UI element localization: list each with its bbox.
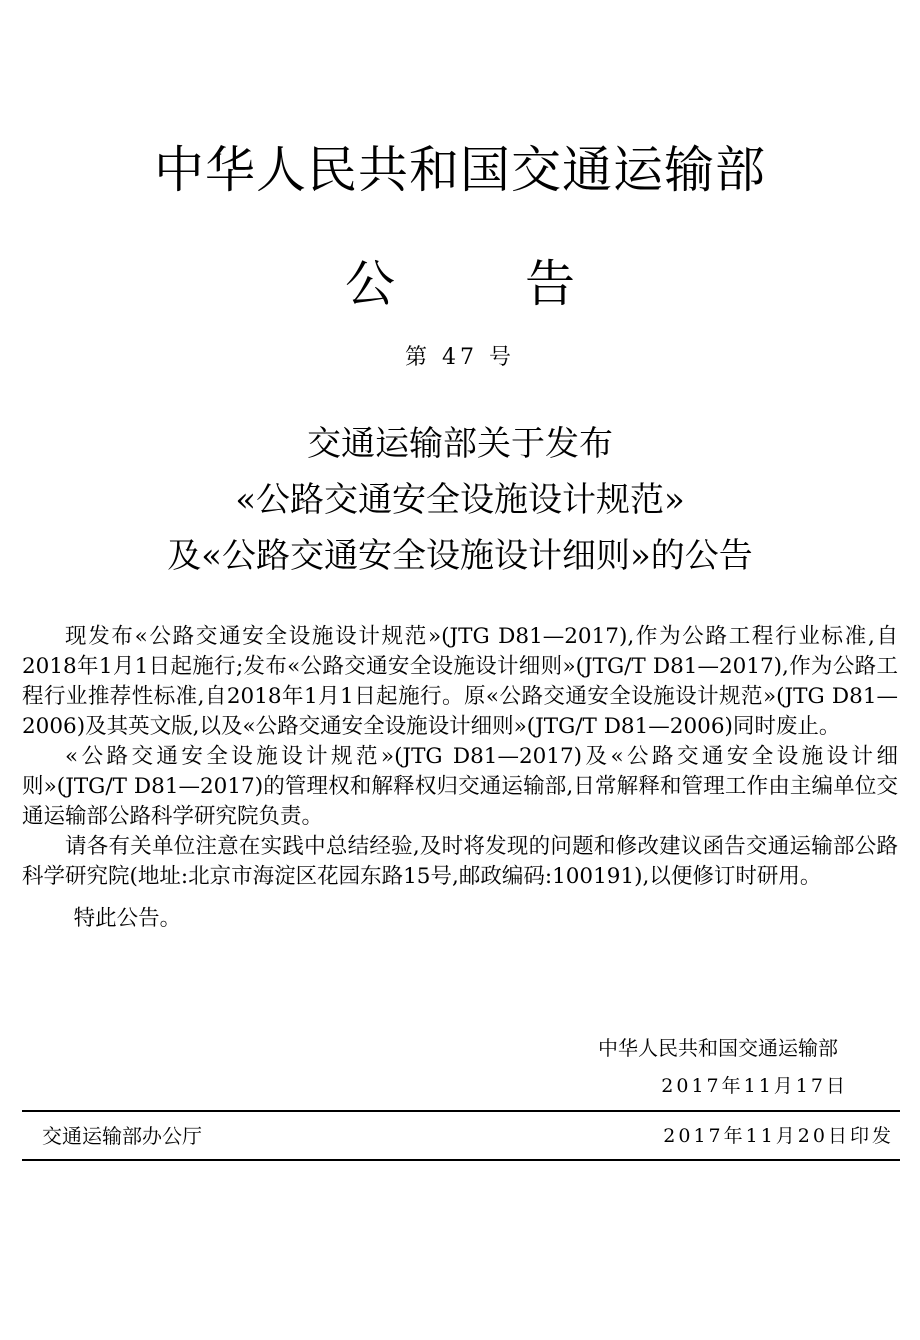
announcement-body: [22, 622, 898, 934]
closing-statement: 特此公告。: [73, 906, 182, 931]
document-type-char-2: 告: [525, 255, 575, 313]
footer-divider-bottom: [22, 1159, 900, 1161]
body-paragraph: 现发布«公路交通安全设施设计规范»(JTG D81—2017),作为公路工程行业标准,自2018年1月1日起施行;发布«公路交通安全设施设计细则»(JTG/T D81—2017),作为公路工程行业推荐性标准,自2018年1月1日起施行。原«公路交通安全设施设计规范»(JTG D81—2006)及其英文版,以及«公路交通安全设施设计细则»(JTG/T D81—2006)同时废止。: [22, 624, 898, 739]
ministry-heading: 中华人民共和国交通运输部: [154, 141, 766, 199]
document-type-heading: [0, 252, 920, 316]
footer-divider-top: [22, 1110, 900, 1112]
document-number: 第 47 号: [405, 345, 515, 370]
title-line-1: 交通运输部关于发布: [307, 424, 613, 464]
title-line-2: «公路交通安全设施设计规范»: [235, 480, 685, 520]
issuer-signature: 中华人民共和国交通运输部: [598, 1036, 838, 1060]
signature-date: 2017年11月17日: [661, 1075, 848, 1097]
document-type-char-1: 公: [345, 255, 395, 313]
title-line-3: 及«公路交通安全设施设计细则»的公告: [167, 536, 753, 576]
issuing-office: 交通运输部办公厅: [42, 1124, 202, 1148]
body-paragraph: 请各有关单位注意在实践中总结经验,及时将发现的问题和修改建议函告交通运输部公路科学研究院(地址:北京市海淀区花园东路15号,邮政编码:100191),以便修订时研用。: [22, 834, 898, 889]
body-paragraph: «公路交通安全设施设计规范»(JTG D81—2017)及«公路交通安全设施设计细则»(JTG/T D81—2017)的管理权和解释权归交通运输部,日常解释和管理工作由主编单位交通运输部公路科学研究院负责。: [22, 744, 898, 829]
print-date: 2017年11月20日印发: [663, 1125, 894, 1147]
